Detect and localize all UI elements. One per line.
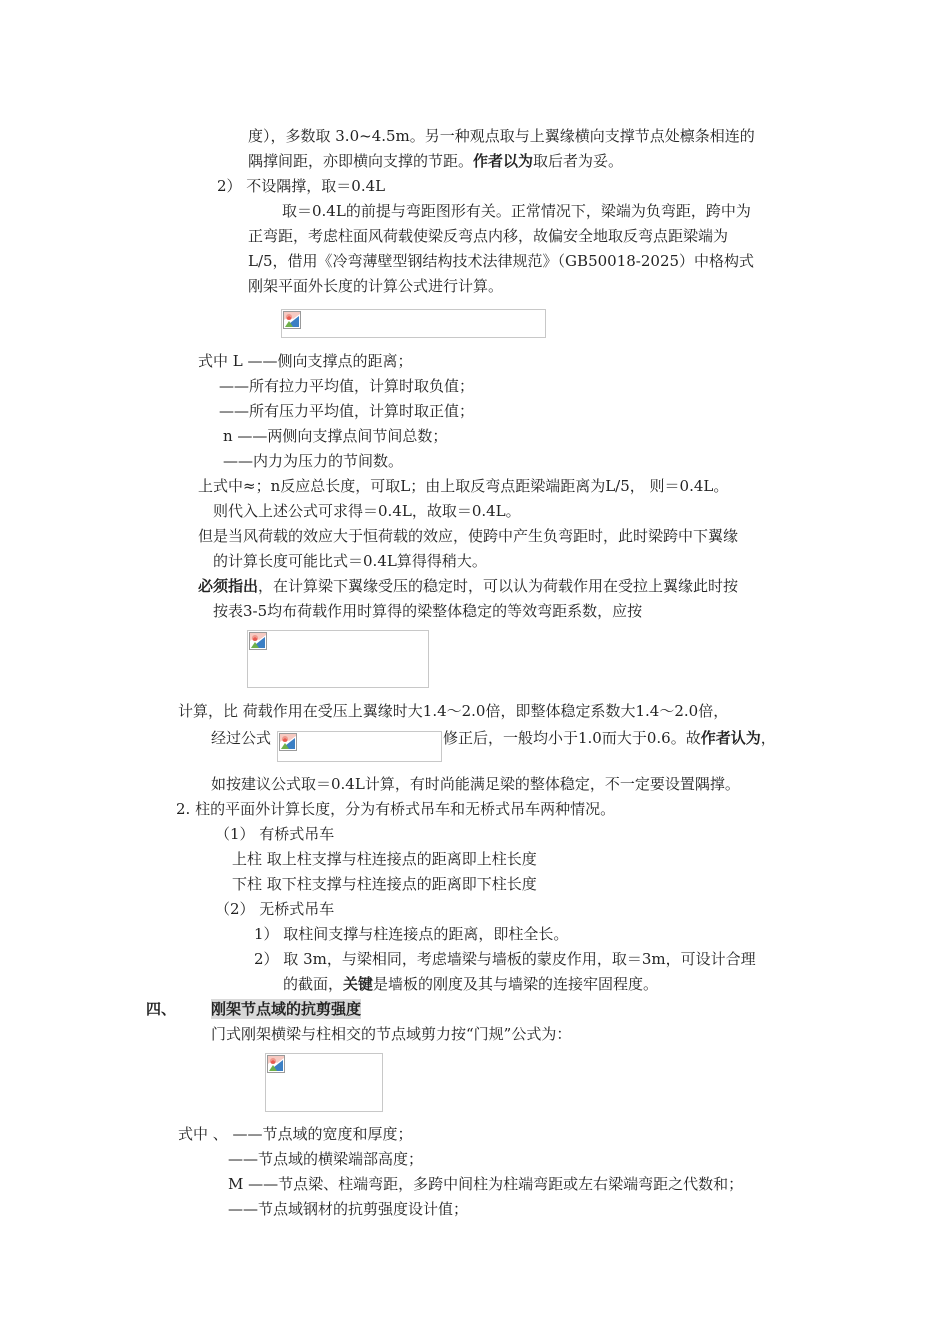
list-item: 2） 取 3m，与梁相同，考虑墙梁与墙板的蒙皮作用，取＝3m，可设计合理 xyxy=(254,950,756,968)
text-line: M ——节点梁、柱端弯距，多跨中间柱为柱端弯距或左右梁端弯距之代数和； xyxy=(228,1175,744,1193)
text-line: 下柱 取下柱支撑与柱连接点的距离即下柱长度 xyxy=(232,875,537,893)
text-line: 的计算长度可能比式＝0.4L算得得稍大。 xyxy=(213,552,487,570)
emphasis-text: 必须指出 xyxy=(198,577,259,595)
formula-image xyxy=(281,309,546,338)
text-line: 按表3-5均布荷载作用时算得的梁整体稳定的等效弯距系数，应按 xyxy=(213,602,643,620)
list-item: 1） 取柱间支撑与柱连接点的距离，即柱全长。 xyxy=(254,925,569,943)
list-item: 2. 柱的平面外计算长度，分为有桥式吊车和无桥式吊车两种情况。 xyxy=(176,800,616,818)
emphasis-text: 作者以为 xyxy=(473,152,534,170)
text-line: ——节点域的横梁端部高度； xyxy=(228,1150,424,1168)
text-line: 取＝0.4L的前提与弯距图形有关。正常情况下，梁端为负弯距，跨中为 xyxy=(282,202,751,220)
text-line: 刚架平面外长度的计算公式进行计算。 xyxy=(248,277,504,295)
text-line: 门式刚架横梁与柱相交的节点域剪力按“门规”公式为： xyxy=(211,1025,572,1043)
broken-image-icon xyxy=(249,632,267,650)
text-line: 则代入上述公式可求得＝0.4L，故取＝0.4L。 xyxy=(213,502,521,520)
list-item: 2） 不设隅撑，取＝0.4L xyxy=(217,177,386,195)
formula-image xyxy=(265,1053,383,1112)
broken-image-icon xyxy=(283,311,301,329)
list-item: （2） 无桥式吊车 xyxy=(215,900,335,918)
text-line: 上式中≈；n反应总长度，可取L；由上取反弯点距梁端距离为L/5， 则＝0.4L。 xyxy=(198,477,729,495)
broken-image-icon xyxy=(279,733,297,751)
section-number: 四、 xyxy=(146,1000,177,1018)
text-line: ——内力为压力的节间数。 xyxy=(223,452,404,470)
list-item: （1） 有桥式吊车 xyxy=(215,825,335,843)
text-line: L/5，借用《冷弯薄壁型钢结构技术法律规范》（GB50018-2025）中格构式 xyxy=(248,252,755,270)
text-line: 式中 L ——侧向支撑点的距离； xyxy=(198,352,413,370)
text-line: ——所有压力平均值，计算时取正值； xyxy=(219,402,475,420)
text-line: 必须指出，在计算梁下翼缘受压的稳定时，可以认为荷载作用在受拉上翼缘此时按 xyxy=(198,577,739,595)
text-line: 度），多数取 3.0~4.5m。另一种观点取与上翼缘横向支撑节点处檩条相连的 xyxy=(248,127,755,145)
text-line: 式中 、 ——节点域的宽度和厚度； xyxy=(178,1125,413,1143)
text-line: 但是当风荷载的效应大于恒荷载的效应，使跨中产生负弯距时，此时梁跨中下翼缘 xyxy=(198,527,739,545)
text-line: n ——两侧向支撑点间节间总数； xyxy=(223,427,448,445)
formula-image xyxy=(247,630,429,688)
text-line: 经过公式 xyxy=(211,729,272,747)
text-line: 隅撑间距，亦即横向支撑的节距。作者以为取后者为妥。 xyxy=(248,152,624,170)
text-line: ——节点域钢材的抗剪强度设计值； xyxy=(228,1200,469,1218)
text-line: 如按建议公式取＝0.4L计算，有时尚能满足梁的整体稳定，不一定要设置隅撑。 xyxy=(211,775,740,793)
text-line: 正弯距，考虑柱面风荷载使梁反弯点内移，故偏安全地取反弯点距梁端为 xyxy=(248,227,729,245)
text-line: 的截面，关键是墙板的刚度及其与墙梁的连接牢固程度。 xyxy=(283,975,659,993)
text-line: ——所有拉力平均值，计算时取负值； xyxy=(219,377,475,395)
section-heading: 刚架节点域的抗剪强度 xyxy=(211,1000,362,1018)
emphasis-text: 作者认为 xyxy=(700,729,761,747)
text-line: 上柱 取上柱支撑与柱连接点的距离即上柱长度 xyxy=(232,850,537,868)
broken-image-icon xyxy=(267,1055,285,1073)
formula-image xyxy=(277,731,442,762)
emphasis-text: 关键 xyxy=(343,975,374,993)
text-line: 修正后，一般均小于1.0而大于0.6。故作者认为， xyxy=(443,729,776,747)
text-line: 计算，比 荷载作用在受压上翼缘时大1.4～2.0倍，即整体稳定系数大1.4～2.0倍， xyxy=(178,702,729,720)
